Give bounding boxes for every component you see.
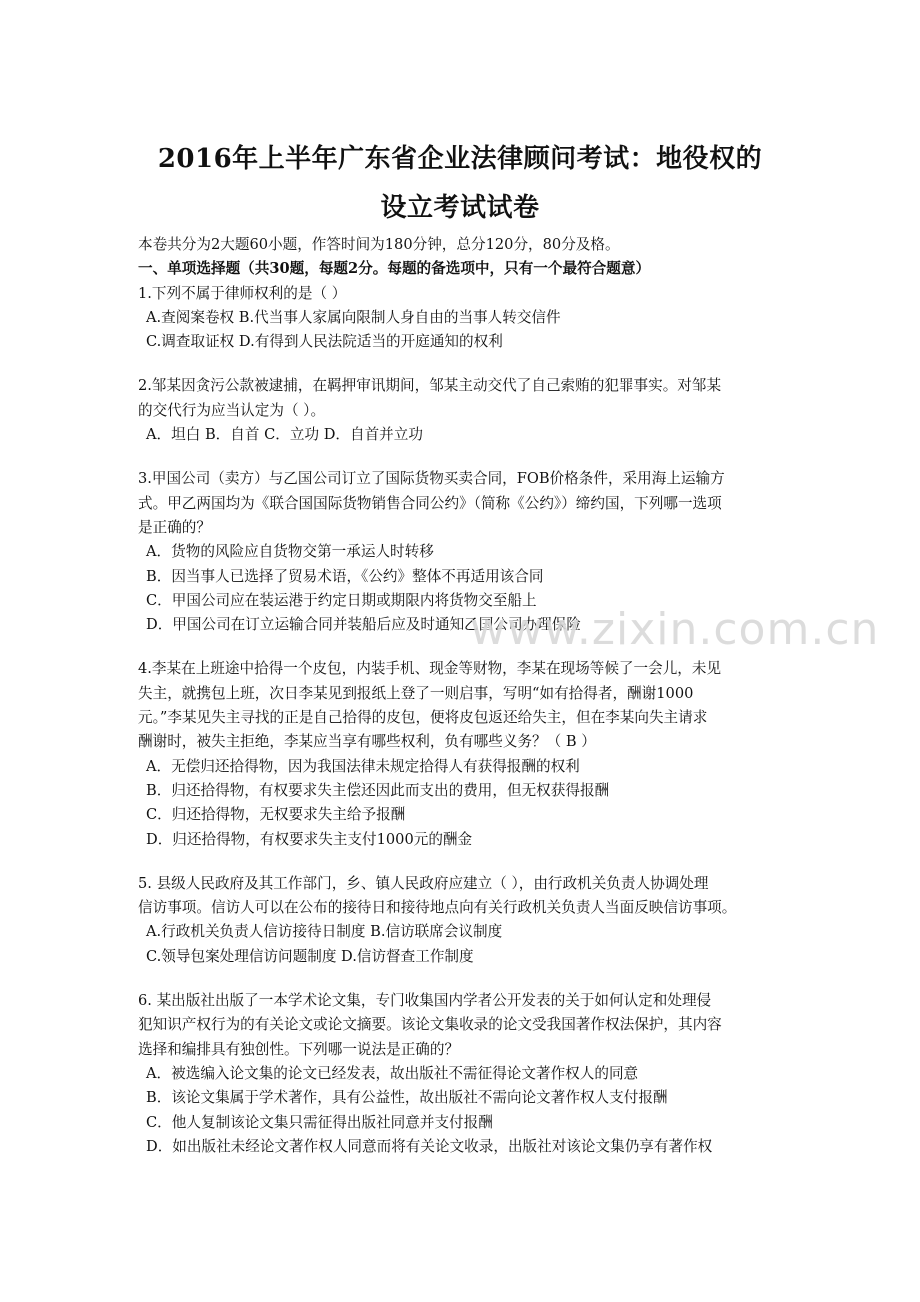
question-option: A．坦白 B．自首 C．立功 D．自首并立功 bbox=[146, 426, 423, 444]
question-text: 犯知识产权行为的有关论文或论文摘要。该论文集收录的论文受我国著作权法保护，其内容 bbox=[138, 1016, 722, 1034]
question-option: B．因当事人已选择了贸易术语，《公约》整体不再适用该合同 bbox=[146, 567, 544, 585]
question-text: 元。”李某见失主寻找的正是自己拾得的皮包，便将皮包返还给失主，但在李某向失主请求 bbox=[138, 709, 708, 727]
question-option: A．无偿归还拾得物，因为我国法律未规定拾得人有获得报酬的权利 bbox=[146, 757, 580, 775]
spacer bbox=[138, 637, 788, 657]
spacer bbox=[138, 852, 788, 872]
spacer bbox=[138, 354, 788, 374]
document-title-line-1: 2016年上半年广东省企业法律顾问考试：地役权的 bbox=[157, 144, 763, 174]
question-text: 失主，就携包上班，次日李某见到报纸上登了一则启事，写明“如有拾得者，酬谢1000 bbox=[138, 684, 694, 702]
question-text: 的交代行为应当认定为（ ）。 bbox=[138, 401, 326, 419]
question-option: D．甲国公司在订立运输合同并装船后应及时通知乙国公司办理保险 bbox=[146, 616, 581, 634]
question-text: 是正确的？ bbox=[138, 518, 211, 536]
question-option: C.领导包案处理信访问题制度 D.信访督查工作制度 bbox=[146, 947, 474, 965]
question-text: 1.下列不属于律师权利的是（ ） bbox=[138, 284, 347, 302]
question-text: 2.邹某因贪污公款被逮捕，在羁押审讯期间，邹某主动交代了自己索贿的犯罪事实。对邹某 bbox=[138, 377, 722, 395]
question-option: A.行政机关负责人信访接待日制度 B.信访联席会议制度 bbox=[146, 923, 503, 941]
question-option: B．该论文集属于学术著作，具有公益性，故出版社不需向论文著作权人支付报酬 bbox=[146, 1089, 668, 1107]
question-text: 酬谢时，被失主拒绝，李某应当享有哪些权利，负有哪些义务？（ B ） bbox=[138, 733, 596, 751]
question-option: A.查阅案卷权 B.代当事人家属向限制人身自由的当事人转交信件 bbox=[146, 308, 561, 326]
question-text: 4.李某在上班途中拾得一个皮包，内装手机、现金等财物，李某在现场等候了一会儿，未见 bbox=[138, 660, 722, 678]
question-4 bbox=[138, 657, 788, 851]
section-heading: 一、单项选择题（共30题，每题2分。每题的备选项中，只有一个最符合题意） bbox=[138, 260, 651, 278]
question-option: C．甲国公司应在装运港于约定日期或期限内将货物交至船上 bbox=[146, 591, 537, 609]
spacer bbox=[138, 447, 788, 467]
watermark: www.zixin.com.cn bbox=[470, 604, 880, 655]
question-text: 5. 县级人民政府及其工作部门，乡、镇人民政府应建立（ ），由行政机关负责人协调处理 bbox=[138, 874, 709, 892]
question-text: 3.甲国公司（卖方）与乙国公司订立了国际货物买卖合同，FOB价格条件，采用海上运输方 bbox=[138, 470, 725, 488]
question-2 bbox=[138, 374, 788, 447]
document-title-line-2: 设立考试试卷 bbox=[380, 193, 540, 223]
question-option: C．他人复制该论文集只需征得出版社同意并支付报酬 bbox=[146, 1113, 493, 1131]
question-text: 6. 某出版社出版了一本学术论文集，专门收集国内学者公开发表的关于如何认定和处理侵 bbox=[138, 992, 712, 1010]
question-option: C.调查取证权 D.有得到人民法院适当的开庭通知的权利 bbox=[146, 333, 503, 351]
document-body bbox=[138, 233, 788, 1159]
exam-intro: 本卷共分为2大题60小题，作答时间为180分钟，总分120分，80分及格。 bbox=[138, 236, 620, 253]
question-option: D．归还拾得物，有权要求失主支付1000元的酬金 bbox=[146, 830, 473, 848]
question-option: A．被选编入论文集的论文已经发表，故出版社不需征得论文著作权人的同意 bbox=[146, 1064, 639, 1082]
question-text: 信访事项。信访人可以在公布的接待日和接待地点向有关行政机关负责人当面反映信访事项。 bbox=[138, 899, 737, 917]
question-text: 式。甲乙两国均为《联合国国际货物销售合同公约》（简称《公约》）缔约国，下列哪一选项 bbox=[138, 494, 722, 512]
question-option: C．归还拾得物，无权要求失主给予报酬 bbox=[146, 806, 406, 824]
question-text: 选择和编排具有独创性。下列哪一说法是正确的？ bbox=[138, 1040, 460, 1058]
question-1 bbox=[138, 282, 788, 355]
question-option: B．归还拾得物，有权要求失主偿还因此而支出的费用，但无权获得报酬 bbox=[146, 781, 610, 799]
question-option: D．如出版社未经论文著作权人同意而将有关论文收录，出版社对该论文集仍享有著作权 bbox=[146, 1137, 713, 1155]
spacer bbox=[138, 969, 788, 989]
question-3 bbox=[138, 467, 788, 637]
question-option: A．货物的风险应自货物交第一承运人时转移 bbox=[146, 543, 434, 561]
question-6 bbox=[138, 989, 788, 1159]
question-5 bbox=[138, 872, 788, 969]
